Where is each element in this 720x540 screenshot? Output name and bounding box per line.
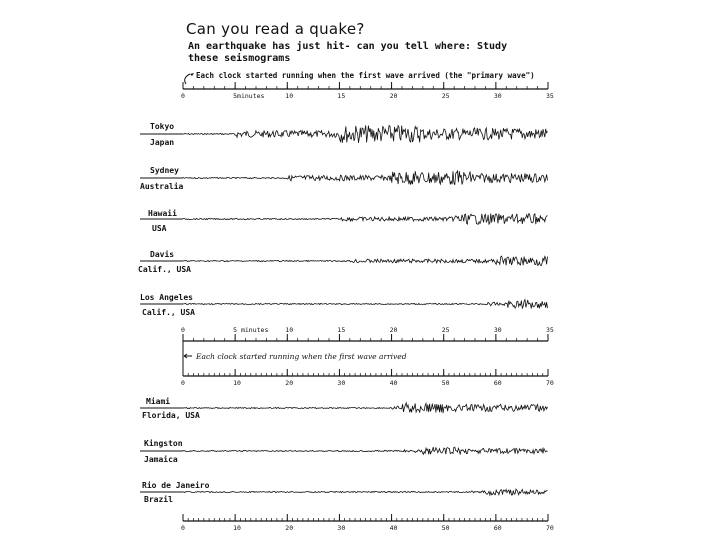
station-region-miami: Florida, USA: [142, 411, 200, 420]
seismogram-rio-trace: [183, 489, 548, 495]
seismogram-los-angeles-trace: [183, 300, 548, 309]
top-scale-tick-label: 15: [337, 92, 346, 100]
top-scale-arrow: [185, 74, 190, 84]
station-city-kingston: Kingston: [144, 439, 183, 448]
station-region-davis: Calif., USA: [138, 265, 191, 274]
mid-lower-scale-tick-label: 20: [285, 379, 294, 387]
mid-upper-scale-tick-label: 15: [337, 326, 346, 334]
station-city-miami: Miami: [146, 397, 171, 406]
seismogram-davis-trace: [183, 256, 548, 265]
station-region-sydney: Australia: [140, 182, 184, 191]
mid-scale-arrow: [184, 354, 192, 358]
top-scale-tick-label: 0: [181, 92, 185, 100]
bottom-scale-tick-label: 60: [493, 524, 502, 532]
station-city-los-angeles: Los Angeles: [140, 293, 193, 302]
bottom-scale-tick-label: 0: [181, 524, 185, 532]
station-region-tokyo: Japan: [150, 138, 175, 147]
bottom-scale-tick-label: 70: [546, 524, 554, 532]
station-city-hawaii: Hawaii: [148, 209, 177, 218]
mid-upper-scale-tick-label: 5 minutes: [233, 326, 269, 334]
station-city-rio: Rio de Janeiro: [142, 481, 210, 490]
top-scale-tick-label: 25: [441, 92, 450, 100]
mid-lower-scale-tick-label: 30: [337, 379, 346, 387]
bottom-scale-tick-label: 10: [233, 524, 241, 532]
station-region-hawaii: USA: [152, 224, 167, 233]
mid-lower-scale-tick-label: 0: [181, 379, 185, 387]
mid-upper-scale-tick-label: 25: [441, 326, 450, 334]
station-city-tokyo: Tokyo: [150, 122, 175, 131]
mid-upper-scale-tick-label: 10: [285, 326, 294, 334]
seismogram-miami-trace: [183, 403, 548, 413]
bottom-scale-tick-label: 50: [441, 524, 450, 532]
station-region-rio: Brazil: [144, 495, 173, 504]
top-scale-note: Each clock started running when the first wave arrived (the "primary wave"): [196, 71, 535, 80]
bottom-scale-tick-label: 20: [285, 524, 294, 532]
station-region-los-angeles: Calif., USA: [142, 308, 195, 317]
seismogram-tokyo-trace: [183, 125, 548, 142]
bottom-scale-tick-label: 30: [337, 524, 346, 532]
mid-lower-scale-tick-label: 70: [546, 379, 554, 387]
bottom-scale-tick-label: 40: [389, 524, 398, 532]
mid-lower-scale-tick-label: 60: [493, 379, 502, 387]
top-scale-arrowhead: [190, 73, 194, 76]
mid-lower-scale-tick-label: 50: [441, 379, 450, 387]
top-scale-tick-label: 20: [389, 92, 398, 100]
mid-lower-scale-tick-label: 40: [389, 379, 398, 387]
mid-upper-scale-tick-label: 20: [389, 326, 398, 334]
seismogram-hawaii-trace: [183, 214, 548, 225]
station-city-davis: Davis: [150, 250, 175, 259]
mid-upper-scale-tick-label: 35: [546, 326, 554, 334]
top-scale-tick-label: 5minutes: [233, 92, 265, 100]
top-scale-tick-label: 10: [285, 92, 294, 100]
top-scale-tick-label: 30: [493, 92, 502, 100]
mid-scale-note: Each clock started running when the first wave arrived: [196, 352, 407, 361]
mid-lower-scale-tick-label: 10: [233, 379, 241, 387]
station-city-sydney: Sydney: [150, 166, 179, 175]
page-subtitle: An earthquake has just hit- can you tell where: Study these seismograms: [188, 41, 508, 64]
seismogram-kingston-trace: [183, 447, 548, 454]
mid-upper-scale-tick-label: 30: [493, 326, 502, 334]
top-scale-tick-label: 35: [546, 92, 554, 100]
station-region-kingston: Jamaica: [144, 455, 178, 464]
seismogram-sydney-trace: [183, 171, 548, 185]
mid-upper-scale-tick-label: 0: [181, 326, 185, 334]
page-title: Can you read a quake?: [186, 20, 365, 38]
